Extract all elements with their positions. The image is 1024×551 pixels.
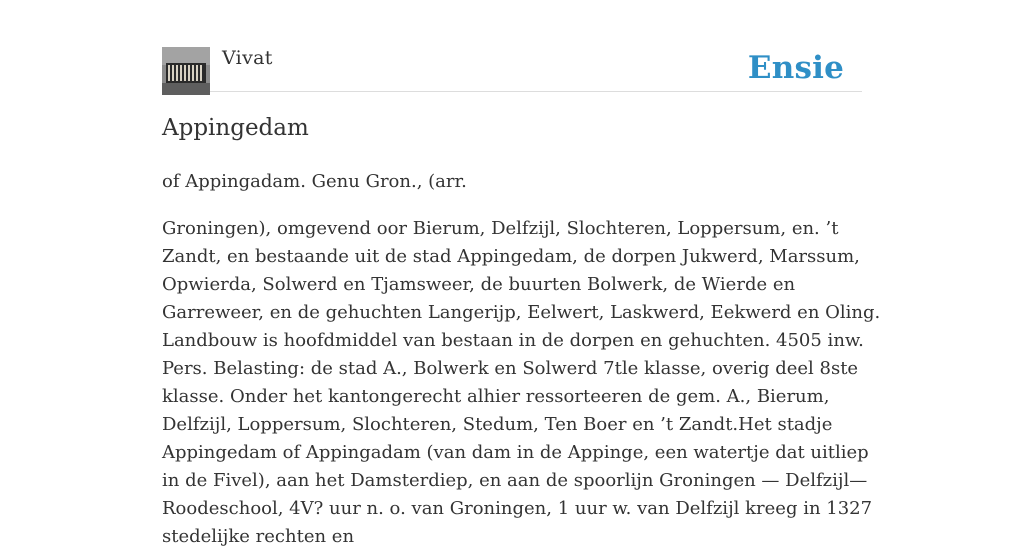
site-header	[162, 46, 862, 92]
typewriter-icon	[162, 47, 210, 95]
article-paragraph	[162, 215, 882, 551]
author-name[interactable]: Vivat	[222, 47, 273, 69]
article-title: Appingedam	[162, 115, 309, 141]
author-avatar[interactable]	[162, 47, 210, 95]
article-paragraph-text: Groningen), omgevend oor Bierum, Delfzijl, Slochteren, Loppersum, en. ’t Zandt, en bestaande uit de stad Appingedam, de dorpen Jukwerd, Marssum, Opwierda, Solwerd en Tjamsweer, de buurten Bolwerk, de Wierde en Garreweer, en de gehuchten Langerijp, Eelwert, Laskwerd, Eekwerd en Oling. Landbouw is hoofdmiddel van bestaan in de dorpen en gehuchten. 4505 inw. Pers. Belasting: de stad A., Bolwerk en Solwerd 7tle klasse, overig deel 8ste klasse. Onder het kantongerecht alhier ressorteeren de gem. A., Bierum, Delfzijl, Loppersum, Slochteren, Stedum, Ten Boer en ’t Zandt.Het stadje Appingedam of Appingadam (van dam in de Appinge, een watertje dat uitliep in de Fivel), aan het Damsterdiep, en aan de spoorlijn Groningen — Delfzijl—Roodeschool, 4V? uur n. o. van Groningen, 1 uur w. van Delfzijl kreeg in 1327 stedelijke rechten en	[162, 218, 881, 547]
article-paragraph: of Appingadam. Genu Gron., (arr.	[162, 171, 467, 192]
brand-logo[interactable]: Ensie	[747, 50, 844, 86]
